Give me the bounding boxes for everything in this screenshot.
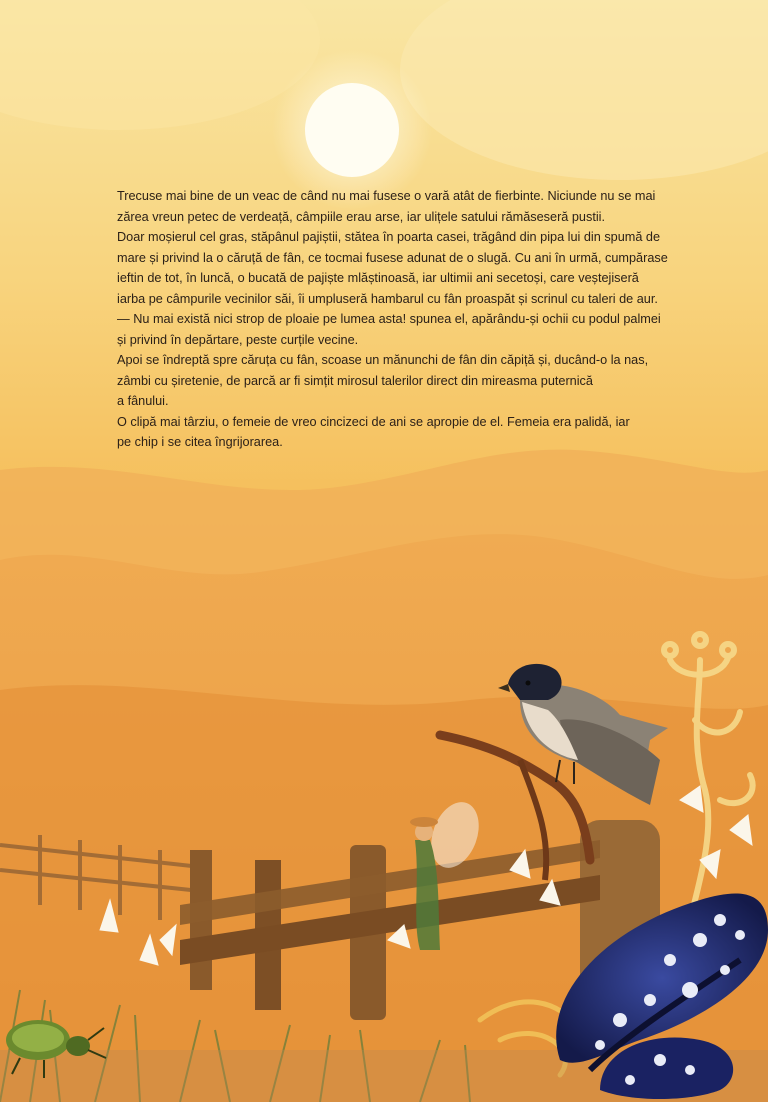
- story-paragraph: [117, 350, 687, 412]
- story-line: zărea vreun petec de verdeață, câmpiile erau arse, iar ulițele satului rămăseseră pustii.: [117, 209, 606, 224]
- story-line: Trecuse mai bine de un veac de când nu mai fusese o vară atât de fierbinte. Niciunde nu se mai: [117, 189, 656, 203]
- story-paragraph: [117, 309, 687, 350]
- story-line: mare și privind la o căruță de fân, ce tocmai fusese adunat de o slugă. Cu ani în urmă, cumpărase: [117, 250, 668, 265]
- story-text: [117, 186, 687, 453]
- story-line: și privind în depărtare, peste curțile vecine.: [117, 332, 359, 347]
- story-line: zâmbi cu șiretenie, de parcă ar fi simțit mirosul talerilor direct din mireasma puternică: [117, 373, 593, 388]
- story-line: Doar moșierul cel gras, stăpânul pajiștii, stătea în poarta casei, trăgând din pipa lui din spumă de: [117, 230, 661, 244]
- story-line: — Nu mai există nici strop de ploaie pe lumea asta! spunea el, apărându-și ochii cu podul palmei: [117, 312, 661, 326]
- story-line: ieftin de tot, în luncă, o bucată de pajiște mlăștinoasă, iar ultimii ani secetoși, care veștejiseră: [117, 271, 639, 285]
- story-line: iarba pe câmpurile vecinilor săi, îi umpluseră hambarul cu fân proaspăt și scrinul cu taleri de aur.: [117, 291, 658, 306]
- story-paragraph: [117, 412, 687, 453]
- sun: [305, 83, 399, 177]
- story-line: pe chip i se citea îngrijorarea.: [117, 435, 283, 449]
- story-paragraph: [117, 227, 687, 309]
- story-paragraph: [117, 186, 687, 227]
- story-line: O clipă mai târziu, o femeie de vreo cincizeci de ani se apropie de el. Femeia era palidă, iar: [117, 414, 630, 429]
- story-line: Apoi se îndreptă spre căruța cu fân, scoase un mănunchi de fân din căpiță și, ducând-o la nas,: [117, 353, 649, 367]
- story-line: a fânului.: [117, 394, 169, 408]
